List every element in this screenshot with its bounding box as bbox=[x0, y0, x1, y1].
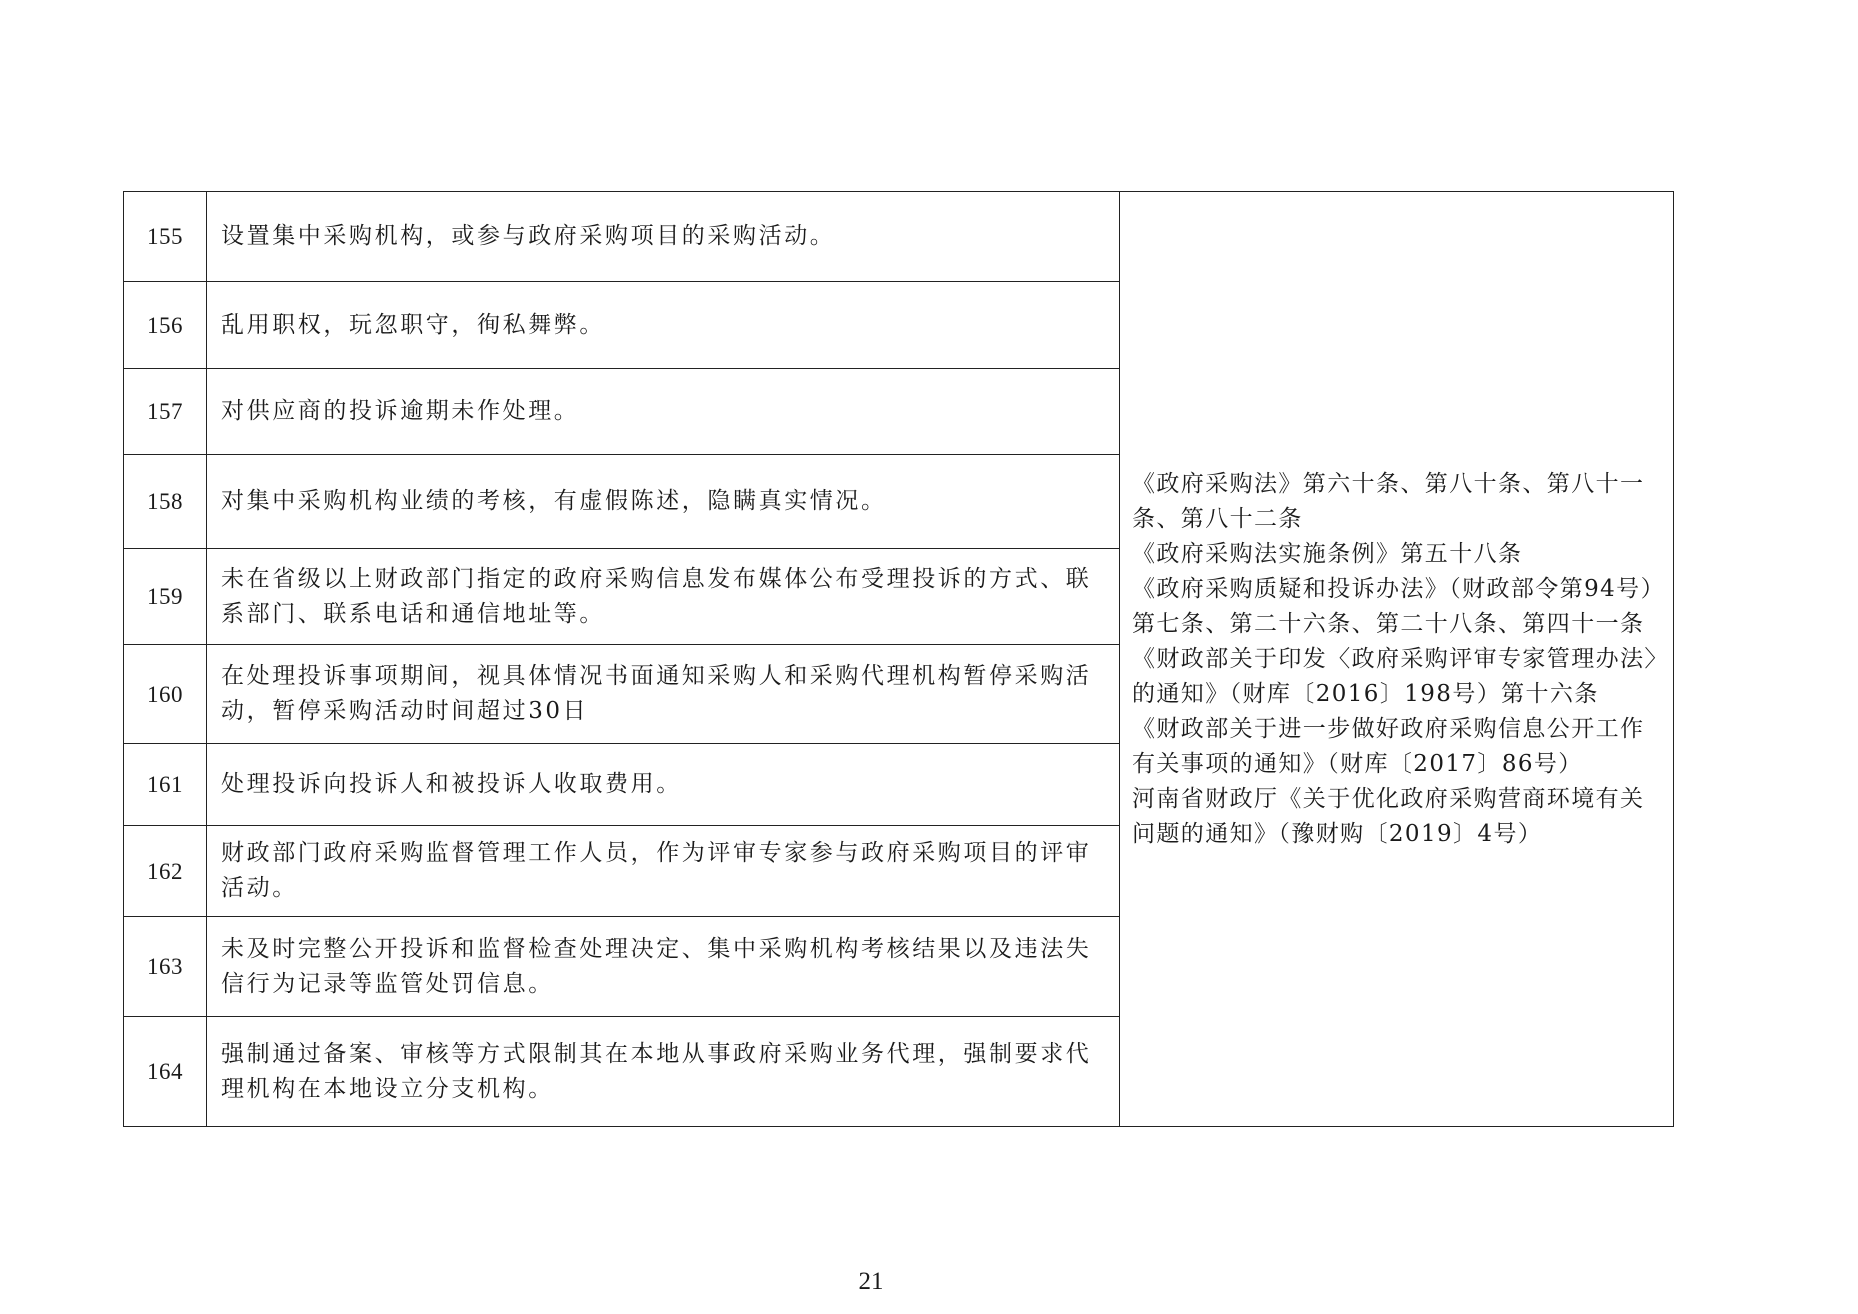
violation-text: 强制通过备案、审核等方式限制其在本地从事政府采购业务代理，强制要求代理机构在本地设立分支机构。 bbox=[207, 1017, 1120, 1127]
row-number: 159 bbox=[124, 549, 207, 645]
violation-text: 财政部门政府采购监督管理工作人员，作为评审专家参与政府采购项目的评审活动。 bbox=[207, 826, 1120, 917]
violation-text: 乱用职权，玩忽职守，徇私舞弊。 bbox=[207, 282, 1120, 369]
legal-basis-text: 《政府采购法》第六十条、第八十条、第八十一条、第八十二条 《政府采购法实施条例》第五十八条 《政府采购质疑和投诉办法》（财政部令第94号）第七条、第二十六条、第二十八条、第四十一条 《财政部关于印发〈政府采购评审专家管理办法〉的通知》（财库〔2016〕198号）第十六条 《财政部关于进一步做好政府采购信息公开工作有关事项的通知》（财库〔2017〕86号） 河南省财政厅《关于优化政府采购营商环境有关问题的通知》（豫财购〔2019〕4号） bbox=[1132, 470, 1665, 847]
row-number: 161 bbox=[124, 744, 207, 826]
violation-text: 在处理投诉事项期间，视具体情况书面通知采购人和采购代理机构暂停采购活动，暂停采购活动时间超过30日 bbox=[207, 645, 1120, 744]
violations-table bbox=[123, 191, 1674, 1127]
row-number: 162 bbox=[124, 826, 207, 917]
table-body bbox=[124, 192, 1674, 1127]
page-number: 21 bbox=[858, 1268, 884, 1295]
violation-text: 对供应商的投诉逾期未作处理。 bbox=[207, 369, 1120, 455]
table-row bbox=[124, 192, 1674, 282]
violation-text: 未在省级以上财政部门指定的政府采购信息发布媒体公布受理投诉的方式、联系部门、联系电话和通信地址等。 bbox=[207, 549, 1120, 645]
legal-basis-cell bbox=[1120, 192, 1674, 1127]
violation-text: 处理投诉向投诉人和被投诉人收取费用。 bbox=[207, 744, 1120, 826]
row-number: 157 bbox=[124, 369, 207, 455]
row-number: 155 bbox=[124, 192, 207, 282]
row-number: 164 bbox=[124, 1017, 207, 1127]
row-number: 156 bbox=[124, 282, 207, 369]
violation-text: 未及时完整公开投诉和监督检查处理决定、集中采购机构考核结果以及违法失信行为记录等监管处罚信息。 bbox=[207, 917, 1120, 1017]
row-number: 158 bbox=[124, 455, 207, 549]
violation-text: 设置集中采购机构，或参与政府采购项目的采购活动。 bbox=[207, 192, 1120, 282]
row-number: 163 bbox=[124, 917, 207, 1017]
violation-text: 对集中采购机构业绩的考核，有虚假陈述，隐瞒真实情况。 bbox=[207, 455, 1120, 549]
row-number: 160 bbox=[124, 645, 207, 744]
